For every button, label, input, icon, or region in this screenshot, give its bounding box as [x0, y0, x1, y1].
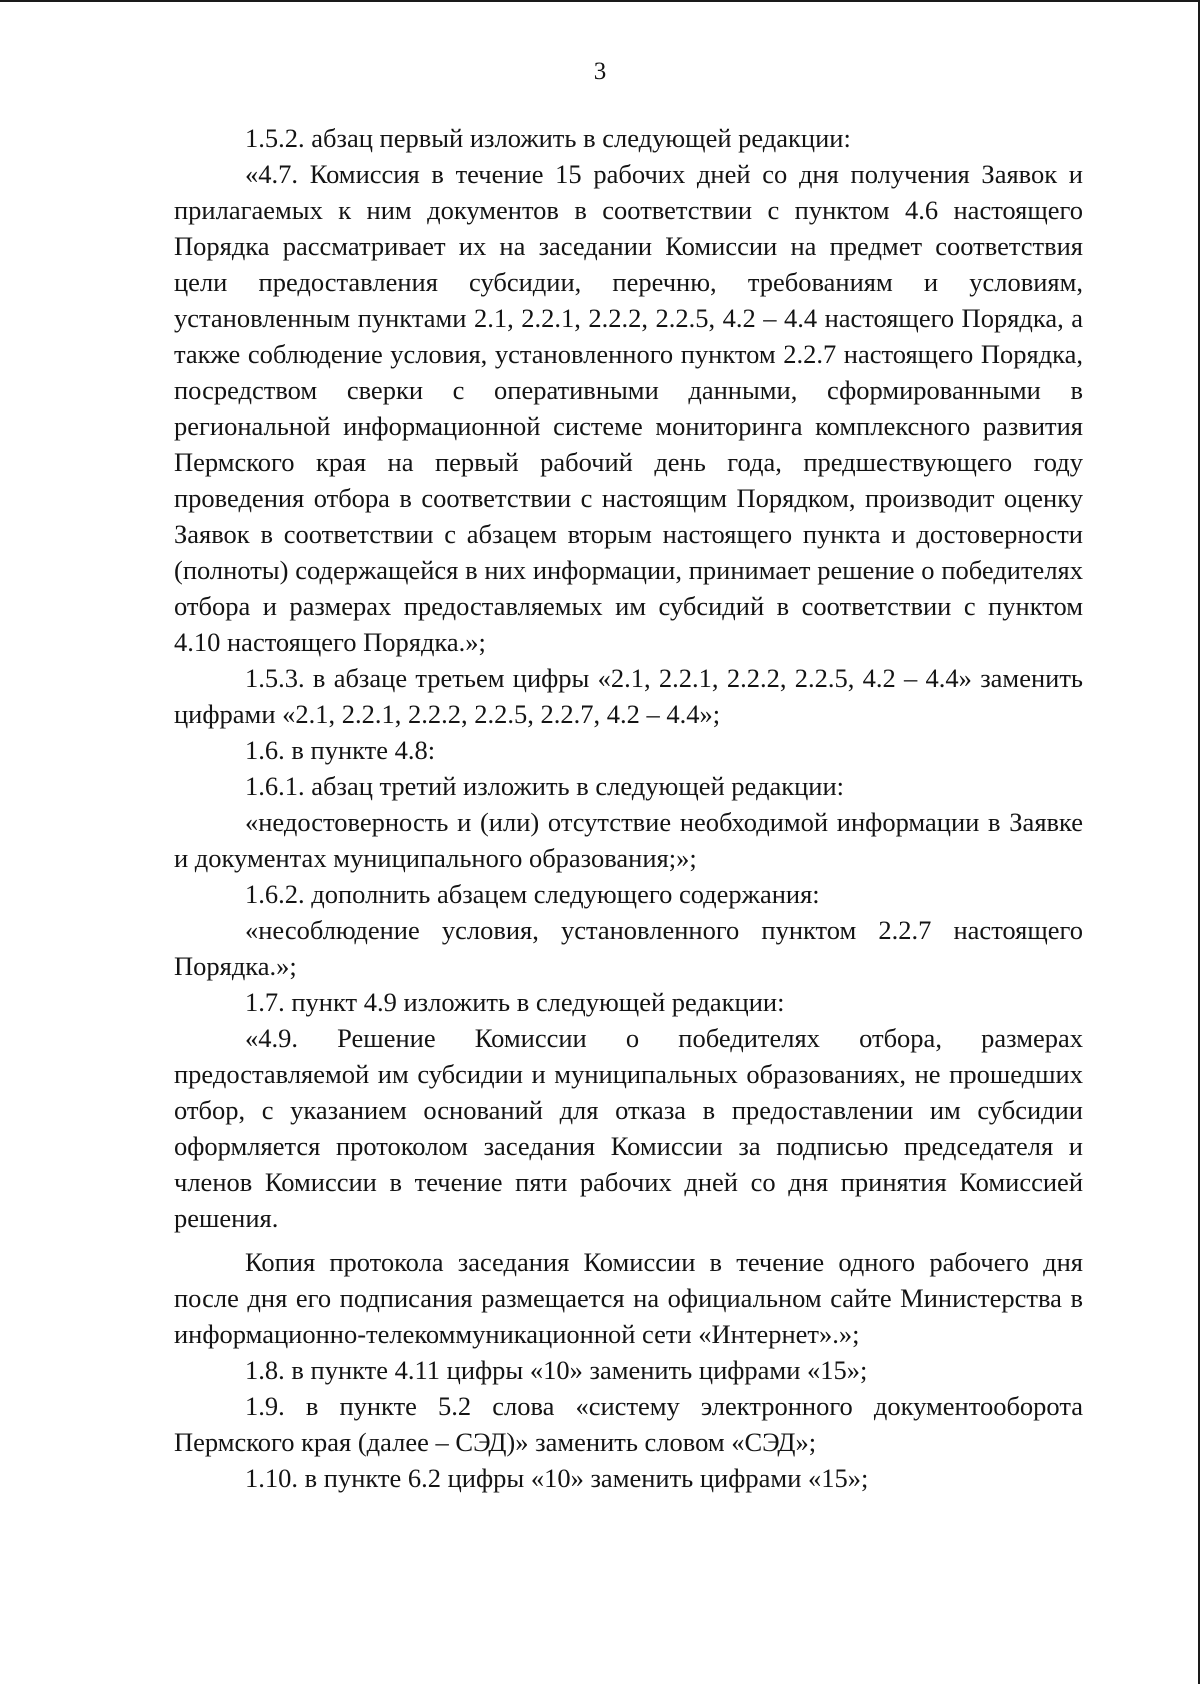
paragraph-1-8: 1.8. в пункте 4.11 цифры «10» заменить цифрами «15»; [245, 1355, 868, 1385]
document-body [174, 120, 1083, 1496]
paragraph-1-10: 1.10. в пункте 6.2 цифры «10» заменить цифрами «15»; [245, 1463, 869, 1493]
paragraph-1-9: 1.9. в пункте 5.2 слова «систему электронного документооборота Пермского края (далее – СЭД)» заменить словом «СЭД»; [174, 1391, 1083, 1457]
paragraph-quote-noncompliance: «несоблюдение условия, установленного пунктом 2.2.7 настоящего Порядка.»; [174, 915, 1083, 981]
paragraph-clause-4-9: «4.9. Решение Комиссии о победителях отбора, размерах предоставляемой им субсидии и муниципальных образованиях, не прошедших отбор, с указанием оснований для отказа в предоставлении им субсидии оформляется протоколом заседания Комиссии за подписью председателя и членов Комиссии в течение пяти рабочих дней со дня принятия Комиссией решения. [174, 1023, 1083, 1233]
paragraph-1-5-2: 1.5.2. абзац первый изложить в следующей редакции: [245, 123, 851, 153]
paragraph-1-6: 1.6. в пункте 4.8: [245, 735, 436, 765]
paragraph-1-6-2: 1.6.2. дополнить абзацем следующего содержания: [245, 879, 820, 909]
paragraph-1-7: 1.7. пункт 4.9 изложить в следующей редакции: [245, 987, 785, 1017]
paragraph-protocol-copy: Копия протокола заседания Комиссии в течение одного рабочего дня после дня его подписания размещается на официальном сайте Министерства в информационно-телекоммуникационной сети «Интернет».»; [174, 1247, 1083, 1349]
paragraph-1-5-3: 1.5.3. в абзаце третьем цифры «2.1, 2.2.1, 2.2.2, 2.2.5, 4.2 – 4.4» заменить цифрами «2.1, 2.2.1, 2.2.2, 2.2.5, 2.2.7, 4.2 – 4.4»; [174, 663, 1083, 729]
paragraph-clause-4-7: «4.7. Комиссия в течение 15 рабочих дней со дня получения Заявок и прилагаемых к ним документов в соответствии с пунктом 4.6 настоящего Порядка рассматривает их на заседании Комиссии на предмет соответствия цели предоставления субсидии, перечню, требованиям и условиям, установленным пунктами 2.1, 2.2.1, 2.2.2, 2.2.5, 4.2 – 4.4 настоящего Порядка, а также соблюдение условия, установленного пунктом 2.2.7 настоящего Порядка, посредством сверки с оперативными данными, сформированными в региональной информационной системе мониторинга комплексного развития Пермского края на первый рабочий день года, предшествующего году проведения отбора в соответствии с настоящим Порядком, производит оценку Заявок в соответствии с абзацем вторым настоящего пункта и достоверности (полноты) содержащейся в них информации, принимает решение о победителях отбора и размерах предоставляемых им субсидий в соответствии с пунктом 4.10 настоящего Порядка.»; [174, 159, 1083, 657]
paragraph-1-6-1: 1.6.1. абзац третий изложить в следующей редакции: [245, 771, 844, 801]
page-number: 3 [593, 58, 607, 85]
paragraph-quote-unreliability: «недостоверность и (или) отсутствие необходимой информации в Заявке и документах муниципального образования;»; [174, 807, 1083, 873]
